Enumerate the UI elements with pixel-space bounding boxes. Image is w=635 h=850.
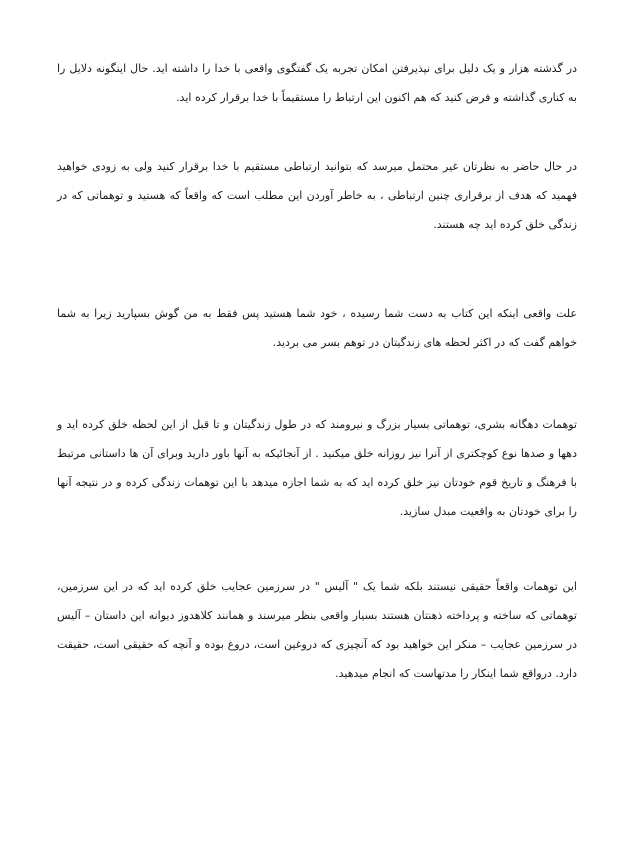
paragraph-5: این توهمات واقعاً حقیقی نیستند بلکه شما یک " آلیس " در سرزمین عجایب خلق کرده اید که در این سرزمین، توهماتی که ساخته و پرداخته ذهنتان هستند بسیار واقعی بنظر میرسند و همانند کلاهدوز دیوانه این داستان – آلیس در سرزمین عجایب – منکر این خواهید بود که آنچیزی که دروغین است، دروغ بوده و آنچه که حقیقی است، حقیقت دارد. درواقع شما اینکار را مدتهاست که انجام میدهید. [57, 580, 577, 680]
paragraph-1: در گذشته هزار و یک دلیل برای نپذیرفتن امکان تجربه یک گفتگوی واقعی با خدا را داشته اید. حال اینگونه دلایل را به کناری گذاشته و فرض کنید که هم اکنون این ارتباط را مستقیماً با خدا برقرار کرده اید. [57, 62, 577, 104]
paragraph-2: در حال حاضر به نظرتان غیر محتمل میرسد که بتوانید ارتباطی مستقیم با خدا برقرار کنید ولی به زودی خواهید فهمید که هدف از برقراری چنین ارتباطی ، به خاطر آوردن این مطلب است که واقعاً که هستید و توهماتی که در زندگی خلق کرده اید چه هستند. [57, 160, 577, 231]
paragraph-3: علت واقعی اینکه این کتاب به دست شما رسیده ، خود شما هستید پس فقط به من گوش بسپارید زیرا به شما خواهم گفت که در اکثر لحظه های زندگیتان در توهم بسر می بردید. [57, 307, 577, 349]
paragraph-4: توهمات دهگانه بشری، توهماتی بسیار بزرگ و نیرومند که در طول زندگیتان و تا قبل از این لحظه خلق کرده اید و دهها و صدها نوع کوچکتری از آنرا نیز روزانه خلق میکنید . از آنجائیکه به آنها باور دارید وبرای آن ها داستانی مرتبط با فرهنگ و تاریخ قوم خودتان نیز خلق کرده اید که به شما اجازه میدهد با این توهمات زندگی کرده و در نتیجه آنها را برای خودتان به واقعیت مبدل سازید. [57, 418, 577, 518]
